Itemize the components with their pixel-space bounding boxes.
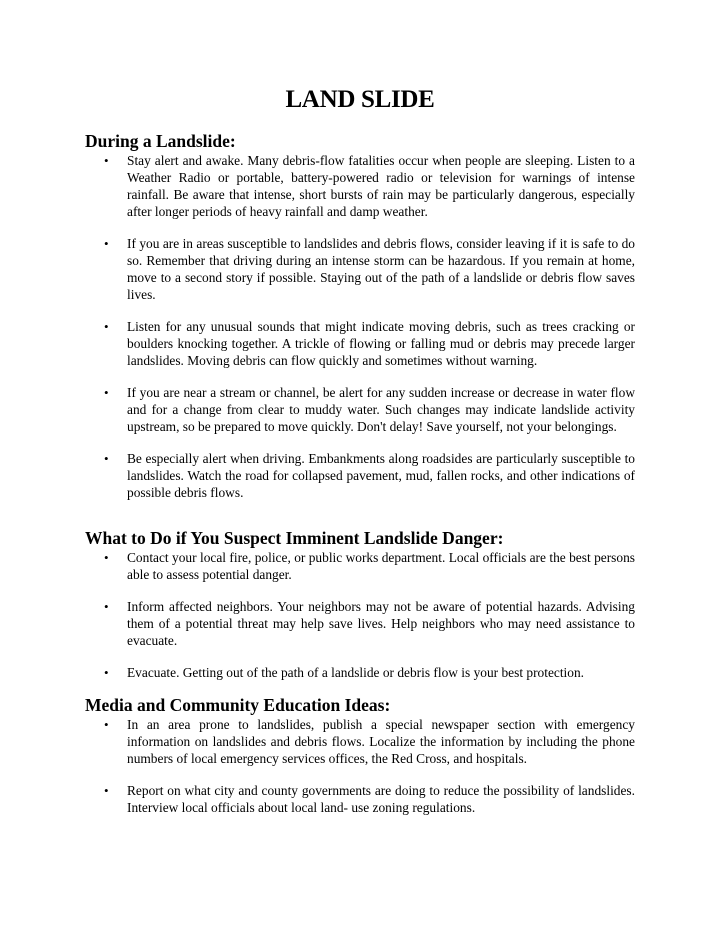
- list-item: [85, 664, 635, 681]
- list-item-text: If you are in areas susceptible to landslides and debris flows, consider leaving if it is safe to do so. Remember that driving during an intense storm can be hazardous. If you remain at home, move to a second story if possible. Staying out of the path of a landslide or debris flow saves lives.: [127, 236, 635, 302]
- bullet-icon: •: [104, 783, 109, 798]
- list-item: [85, 716, 635, 767]
- bullet-icon: •: [104, 717, 109, 732]
- section-imminent-danger: [85, 528, 635, 681]
- list-item-text: Report on what city and county governments are doing to reduce the possibility of landslides. Interview local officials about local land- use zoning regulations.: [127, 783, 635, 815]
- list-item: [85, 152, 635, 220]
- list-item: [85, 598, 635, 649]
- list-item: [85, 549, 635, 583]
- bullet-list: [85, 152, 635, 501]
- section-heading: What to Do if You Suspect Imminent Landslide Danger:: [85, 528, 504, 548]
- list-item-text: If you are near a stream or channel, be alert for any sudden increase or decrease in water flow and for a change from clear to muddy water. Such changes may indicate landslide activity upstream, so be prepared to move quickly. Don't delay! Save yourself, not your belongings.: [127, 385, 635, 434]
- list-item-text: Contact your local fire, police, or public works department. Local officials are the best persons able to assess potential danger.: [127, 550, 635, 582]
- bullet-icon: •: [104, 385, 109, 400]
- bullet-list: [85, 549, 635, 681]
- list-item: [85, 450, 635, 501]
- list-item-text: Inform affected neighbors. Your neighbors may not be aware of potential hazards. Advising them of a potential threat may help save lives. Help neighbors who may need assistance to evacuate.: [127, 599, 635, 648]
- list-item-text: Listen for any unusual sounds that might indicate moving debris, such as trees cracking or boulders knocking together. A trickle of flowing or falling mud or debris may precede larger landslides. Moving debris can flow quickly and sometimes without warning.: [127, 319, 635, 368]
- list-item-text: In an area prone to landslides, publish a special newspaper section with emergency information on landslides and debris flows. Localize the information by including the phone numbers of local emergency services offices, the Red Cross, and hospitals.: [127, 717, 635, 766]
- section-during-landslide: [85, 131, 635, 501]
- section-heading: Media and Community Education Ideas:: [85, 695, 391, 715]
- bullet-icon: •: [104, 451, 109, 466]
- bullet-icon: •: [104, 550, 109, 565]
- bullet-icon: •: [104, 236, 109, 251]
- list-item: [85, 235, 635, 303]
- bullet-icon: •: [104, 153, 109, 168]
- bullet-icon: •: [104, 665, 109, 680]
- section-media-education: [85, 695, 635, 816]
- section-heading: During a Landslide:: [85, 131, 236, 151]
- bullet-icon: •: [104, 599, 109, 614]
- list-item-text: Stay alert and awake. Many debris-flow fatalities occur when people are sleeping. Listen to a Weather Radio or portable, battery-powered radio or television for warnings of intense rainfall. Be aware that intense, short bursts of rain may be particularly dangerous, especially after longer periods of heavy rainfall and damp weather.: [127, 153, 635, 219]
- page-title: LAND SLIDE: [285, 86, 435, 113]
- list-item: [85, 384, 635, 435]
- bullet-list: [85, 716, 635, 816]
- list-item: [85, 782, 635, 816]
- list-item-text: Evacuate. Getting out of the path of a landslide or debris flow is your best protection.: [127, 665, 585, 680]
- list-item: [85, 318, 635, 369]
- bullet-icon: •: [104, 319, 109, 334]
- list-item-text: Be especially alert when driving. Embankments along roadsides are particularly susceptible to landslides. Watch the road for collapsed pavement, mud, fallen rocks, and other indications of possible debris flows.: [127, 451, 635, 500]
